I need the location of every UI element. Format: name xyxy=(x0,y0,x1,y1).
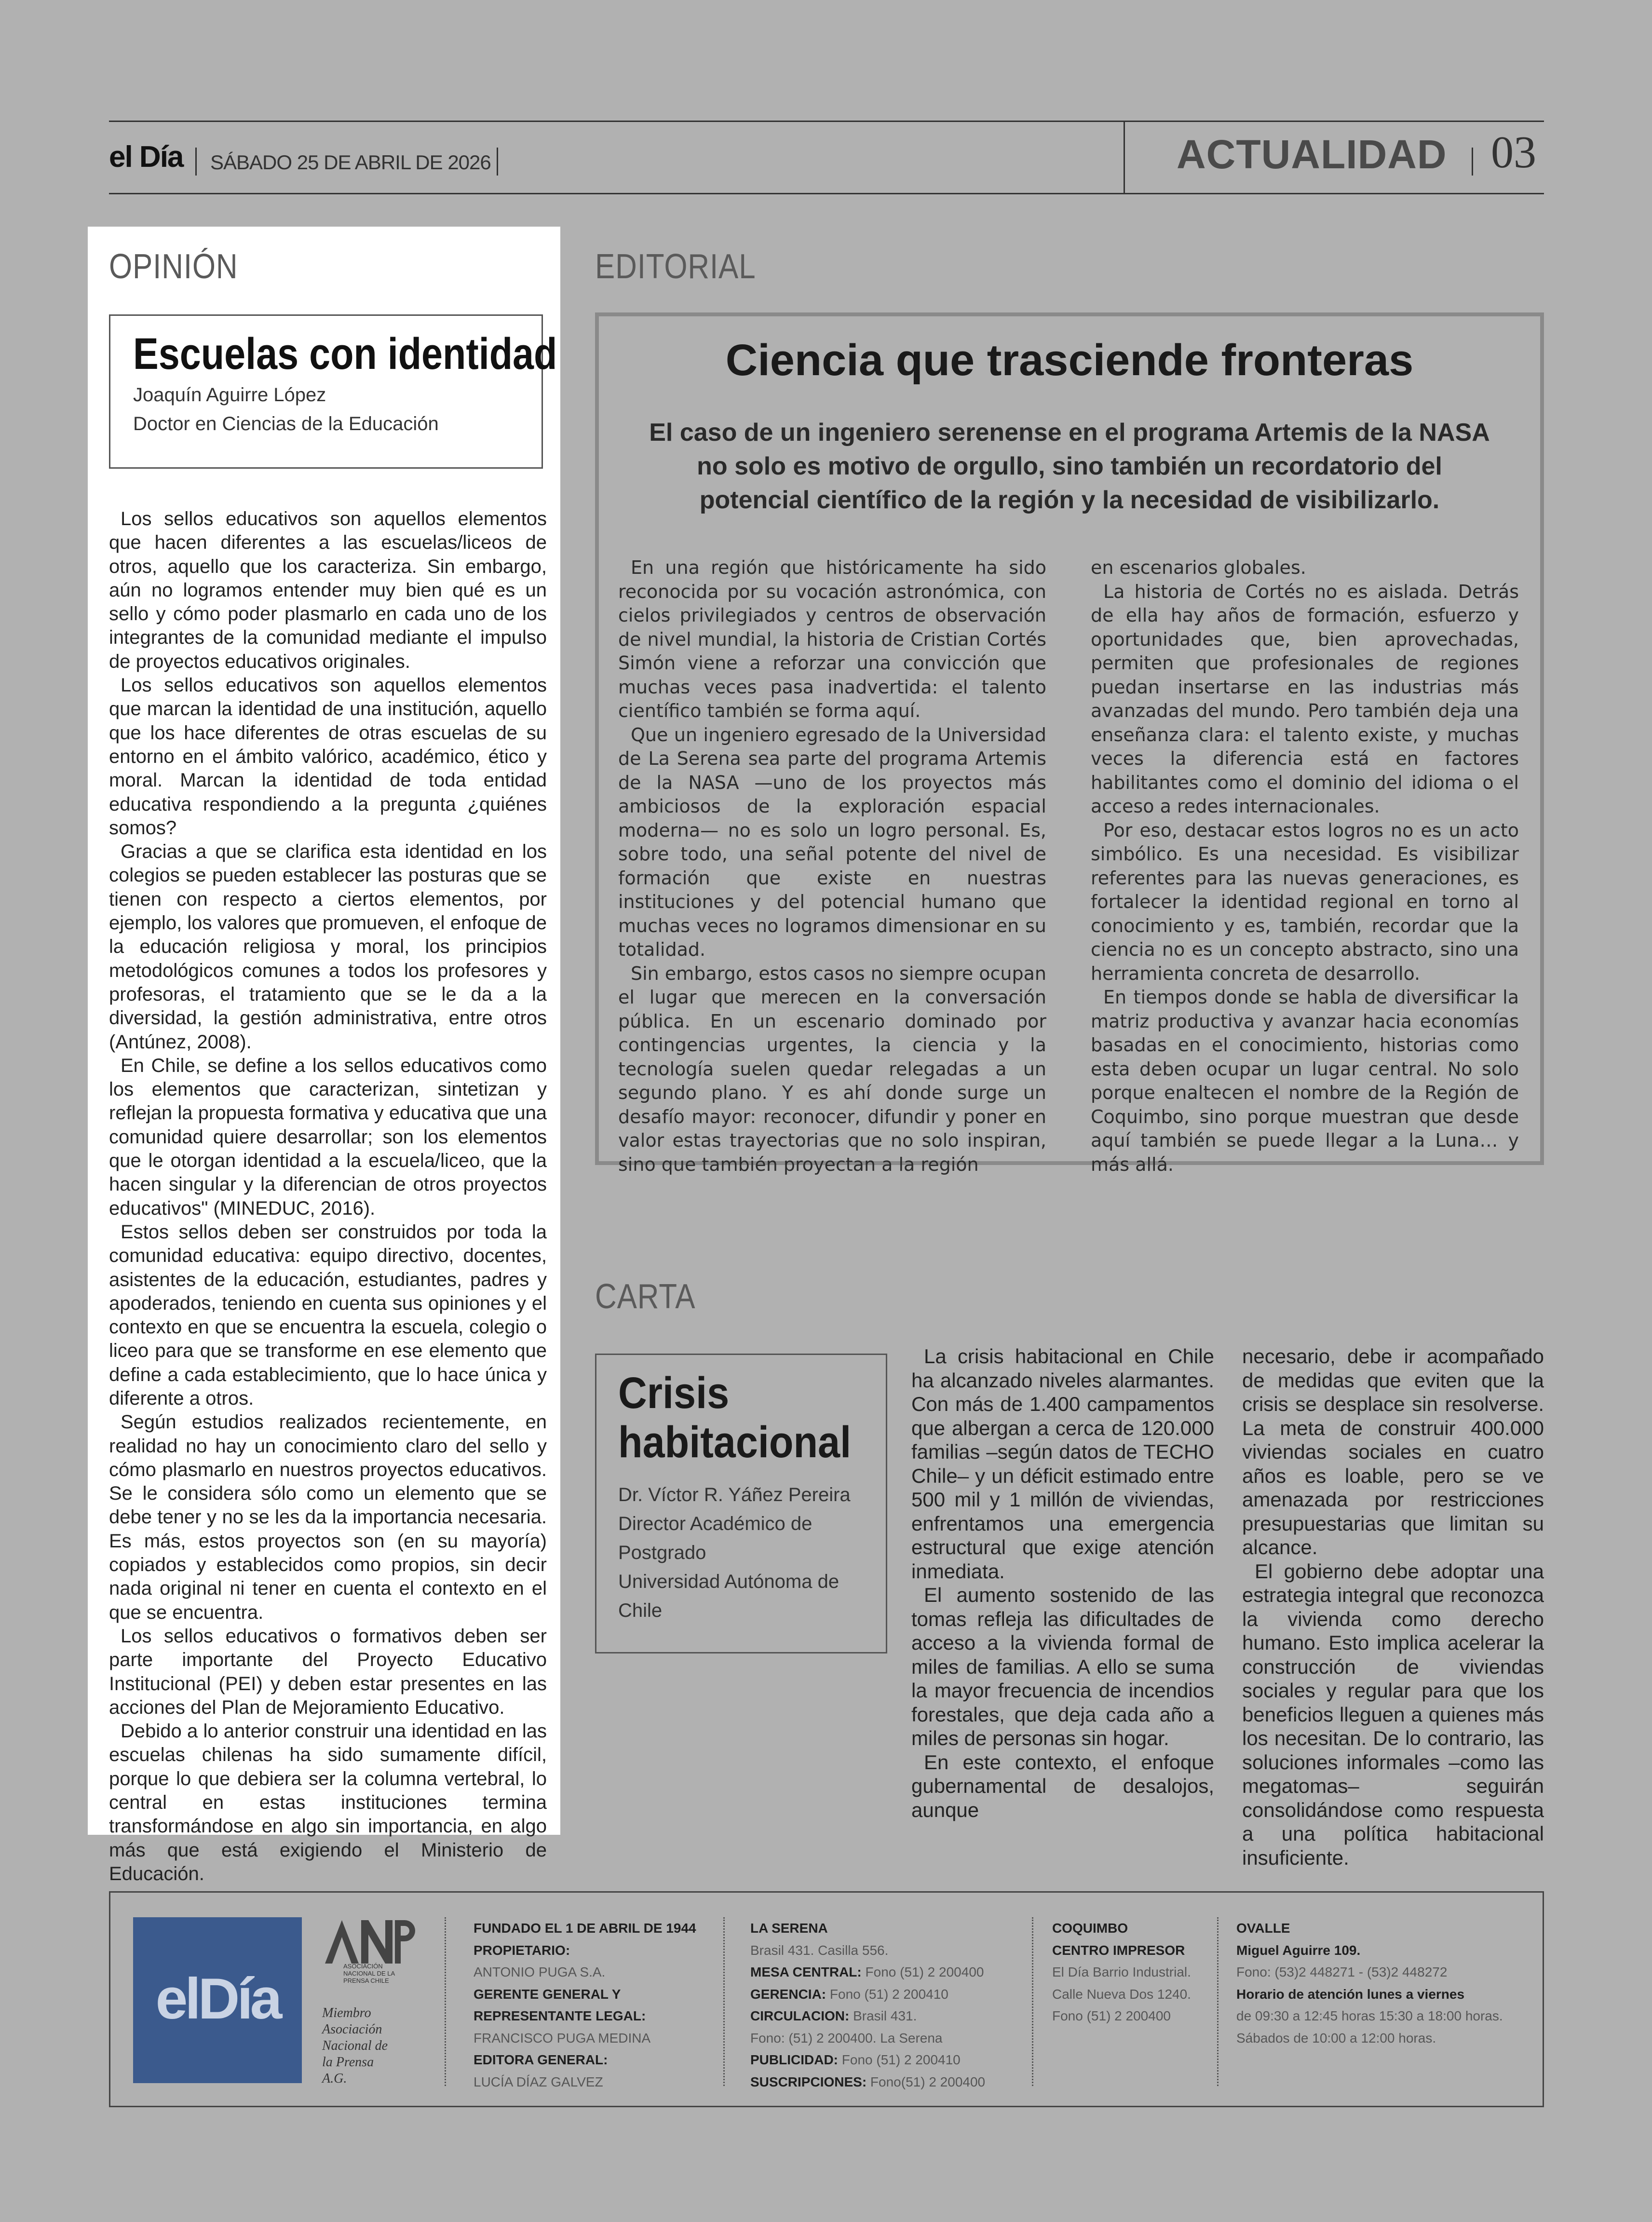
anp-logo-icon xyxy=(320,1915,417,1968)
footer-line xyxy=(750,1961,985,1983)
footer-divider xyxy=(1032,1917,1033,2086)
header-bottom-rule xyxy=(109,193,1544,194)
footer-line: FUNDADO EL 1 DE ABRIL DE 1944 xyxy=(474,1921,696,1936)
footer-value: Fono (51) 2 200410 xyxy=(826,1986,948,2002)
opinion-author: Joaquín Aguirre López xyxy=(133,384,326,406)
editorial-paragraph: La historia de Cortés no es aislada. Detrás de ella hay años de formación, esfuerzo y oportunidades que, bien aprovechadas, permiten que profesionales de regiones puedan insertarse en las industrias más avanzadas del mundo. Pero también deja una enseñanza clara: el talento existe, y muchas veces la diferencia está en factores habilitantes como el dominio del idioma o el acceso a redes internacionales. xyxy=(1091,581,1519,817)
opinion-paragraph: Debido a lo anterior construir una identidad en las escuelas chilenas ha sido sumamente difícil, porque lo que debiera ser la columna vertebral, lo central en estas instituciones termina transformándose en algo sin importancia, en algo más que está exigiendo el Ministerio de Educación. xyxy=(109,1721,547,1884)
letter-title: Crisis habitacional xyxy=(618,1368,852,1467)
footer-line: OVALLE xyxy=(1236,1921,1290,1936)
footer-coquimbo xyxy=(1052,1917,1191,2027)
letter-kicker: CARTA xyxy=(595,1277,696,1316)
letter-column-1 xyxy=(911,1344,1214,1822)
opinion-body xyxy=(109,507,547,1886)
editorial-paragraph: En tiempos donde se habla de diversificar la matriz productiva y avanzar hacia economías basadas en el conocimiento, historias como esta deben ocupar un lugar central. No solo porque enaltecen el nombre de la Región de Coquimbo, sino porque muestran que desde aquí también se puede llegar a la Luna… y más allá. xyxy=(1091,987,1519,1175)
footer-line xyxy=(750,2005,985,2027)
editorial-paragraph: En una región que históricamente ha sido reconocida por su vocación astronómica, con cielos privilegiados y centros de observación de nivel mundial, la historia de Cristian Cortés Simón viene a reforzar una convicción que muchas veces pasa inadvertida: el talento científico también se forma aquí. xyxy=(618,557,1046,721)
letter-paragraph: necesario, debe ir acompañado de medidas que eviten que la crisis se desplace sin resolverse. La meta de construir 400.000 viviendas sociales en cuatro años es loable, pero se ve amenazada por restricciones presupuestarias que limitan su alcance. xyxy=(1242,1345,1544,1558)
footer-label: PUBLICIDAD: xyxy=(750,2052,838,2067)
footer-line: Sábados de 10:00 a 12:00 horas. xyxy=(1236,2030,1436,2046)
footer-value: Fono(51) 2 200400 xyxy=(867,2074,986,2089)
footer-label: CIRCULACION: xyxy=(750,2008,850,2023)
editorial-column-2 xyxy=(1091,556,1519,1177)
footer-line xyxy=(750,1939,985,1962)
opinion-paragraph: Los sellos educativos son aquellos elementos que marcan la identidad de una institución, aquello que los hace diferentes de otras escuelas de su entorno en el ámbito valórico, académico, ético y moral. Marcan la identidad de toda entidad educativa respondiendo a la pregunta ¿quiénes somos? xyxy=(109,675,547,839)
opinion-paragraph: Gracias a que se clarifica esta identidad en los colegios se pueden establecer las posturas que se tienen con respecto a ciertos elementos, por ejemplo, los valores que promueven, el enfoque de la educación religiosa y moral, los principios metodológicos comunes a todos los profesores y profesoras, el tratamiento que se le da a la diversidad, la gestión administrativa, entre otros (Antúnez, 2008). xyxy=(109,841,547,1053)
footer-masthead xyxy=(474,1917,696,2093)
footer-value: Brasil 431. Casilla 556. xyxy=(750,1942,889,1958)
footer-la-serena xyxy=(750,1917,985,2093)
footer-label: GERENCIA: xyxy=(750,1986,826,2002)
opinion-paragraph: En Chile, se define a los sellos educativos como los elementos que caracterizan, sintetizan y reflejan la propuesta formativa y educativa que una comunidad quiere desarrollar; son los elementos que le otorgan identidad a la escuela/liceo, que la hacen singular y la diferencian de otros proyectos educativos" (MINEDUC, 2016). xyxy=(109,1055,547,1219)
footer-label: LA SERENA xyxy=(750,1921,828,1936)
editorial-paragraph: en escenarios globales. xyxy=(1091,557,1306,578)
page-number: 03 xyxy=(1491,127,1536,177)
footer-value: Fono (51) 2 200400 xyxy=(861,1965,984,1979)
footer-line xyxy=(750,1917,985,1939)
letter-paragraph: El aumento sostenido de las tomas refleja las dificultades de acceso a la vivienda formal de miles de familias. A ello se suma la mayor frecuencia de incendios forestales, que deja cada año a miles de personas sin hogar. xyxy=(911,1584,1214,1749)
footer-label: MESA CENTRAL: xyxy=(750,1965,862,1979)
footer-line: EDITORA GENERAL: xyxy=(474,2052,608,2067)
header-pipe xyxy=(195,148,197,176)
footer-line: de 09:30 a 12:45 horas 15:30 a 18:00 horas. xyxy=(1236,2008,1503,2023)
letter-signature xyxy=(618,1480,879,1625)
header-brand: el Día xyxy=(109,140,183,174)
footer-value: Fono (51) 2 200410 xyxy=(838,2052,961,2067)
footer-line: COQUIMBO xyxy=(1052,1921,1128,1936)
anp-member-text: Miembro Asociación Nacional de la Prensa A.G. xyxy=(322,2005,388,2086)
footer-line: Calle Nueva Dos 1240. xyxy=(1052,1986,1191,2002)
footer-line: GERENTE GENERAL Y xyxy=(474,1986,621,2002)
editorial-column-1 xyxy=(618,556,1046,1177)
footer-line: Fono (51) 2 200400 xyxy=(1052,2008,1171,2023)
footer-line: Horario de atención lunes a viernes xyxy=(1236,1986,1465,2002)
header-pipe xyxy=(1472,148,1473,176)
header-date: SÁBADO 25 DE ABRIL DE 2026 xyxy=(210,151,491,174)
opinion-author-role: Doctor en Ciencias de la Educación xyxy=(133,413,439,434)
footer-line xyxy=(750,2027,985,2049)
footer-line: Fono: (53)2 448271 - (53)2 448272 xyxy=(1236,1965,1448,1979)
footer-value: Fono: (51) 2 200400. La Serena xyxy=(750,2030,943,2046)
footer-ovalle xyxy=(1236,1917,1503,2049)
header-pipe xyxy=(497,148,498,176)
footer-line xyxy=(750,1983,985,2005)
footer-value: Brasil 431. xyxy=(849,2008,917,2023)
opinion-paragraph: Según estudios realizados recientemente, en realidad no hay un conocimiento claro del sello y cómo plasmarlo en nuestros proyectos educativos. Se le considera sólo como un elemento que se debe tener y no se les da la importancia necesaria. Es más, estos proyectos son (en su mayoría) copiados y establecidos como propios, sin decir nada original ni tener en cuenta el contexto en el que se encuentra. xyxy=(109,1411,547,1623)
footer-label: SUSCRIPCIONES: xyxy=(750,2074,867,2089)
opinion-paragraph: Los sellos educativos o formativos deben ser parte importante del Proyecto Educativo Institucional (PEI) y deben estar presentes en las acciones del Plan de Mejoramiento Educativo. xyxy=(109,1625,547,1718)
el-dia-logo xyxy=(133,1917,302,2083)
opinion-title: Escuelas con identidad xyxy=(133,329,557,379)
footer-line: FRANCISCO PUGA MEDINA xyxy=(474,2030,651,2046)
editorial-title: Ciencia que trasciende fronteras xyxy=(725,336,1414,385)
letter-column-2 xyxy=(1242,1344,1544,1870)
footer-line xyxy=(750,2049,985,2071)
letter-signature-line: Dr. Víctor R. Yáñez Pereira xyxy=(618,1484,851,1505)
footer-line: ANTONIO PUGA S.A. xyxy=(474,1965,606,1979)
editorial-paragraph: Que un ingeniero egresado de la Universidad de La Serena sea parte del programa Artemis de la NASA —uno de los proyectos más ambiciosos de la exploración espacial moderna— no es solo un logro personal. Es, sobre todo, una señal potente del nivel de formación que existe en nuestras instituciones y del potencial humano que muchas veces no logramos dimensionar en su totalidad. xyxy=(618,724,1046,960)
header-top-rule xyxy=(109,121,1544,122)
section-title: ACTUALIDAD xyxy=(1177,132,1447,177)
letter-signature-line: Universidad Autónoma de Chile xyxy=(618,1571,840,1621)
footer-line: Miguel Aguirre 109. xyxy=(1236,1942,1361,1958)
footer-line: LUCÍA DÍAZ GALVEZ xyxy=(474,2074,603,2089)
header-divider xyxy=(1124,121,1125,194)
opinion-paragraph: Los sellos educativos son aquellos elementos que hacen diferentes a las escuelas/liceos de otros, aquello que los caracteriza. Sin embargo, aún no logramos entender muy bien qué es un sello y cómo poder plasmarlo en cada uno de los integrantes de la comunidad mediante el impulso de proyectos educativos originales. xyxy=(109,508,547,672)
anp-caption: ASOCIACIÓN NACIONAL DE LA PRENSA CHILE xyxy=(343,1963,395,1984)
footer-divider xyxy=(1217,1917,1219,2086)
opinion-paragraph: Estos sellos deben ser construidos por toda la comunidad educativa: equipo directivo, docentes, asistentes de la educación, estudiantes, padres y apoderados, teniendo en cuenta sus opiniones y el contexto en que se encuentra la escuela, colegio o liceo para que se transforme en ese elemento que define a cada establecimiento, que lo hace única y diferente a otros. xyxy=(109,1221,547,1409)
editorial-kicker: EDITORIAL xyxy=(595,247,756,286)
footer-divider xyxy=(445,1917,446,2086)
editorial-paragraph: Sin embargo, estos casos no siempre ocupan el lugar que merecen en la conversación pública. En un escenario dominado por contingencias urgentes, la ciencia y la tecnología suelen quedar relegadas a un segundo plano. Y es ahí donde surge un desafío mayor: reconocer, difundir y poner en valor estas trayectorias que no solo inspiran, sino que también proyectan a la región xyxy=(618,962,1046,1175)
footer-line: CENTRO IMPRESOR xyxy=(1052,1942,1185,1958)
footer-line: PROPIETARIO: xyxy=(474,1942,570,1958)
footer-divider xyxy=(723,1917,725,2086)
footer-line: REPRESENTANTE LEGAL: xyxy=(474,2008,646,2023)
letter-signature-line: Director Académico de Postgrado xyxy=(618,1513,812,1563)
opinion-kicker: OPINIÓN xyxy=(109,247,238,286)
footer-line: El Día Barrio Industrial. xyxy=(1052,1965,1191,1979)
logo-wordmark: elDía xyxy=(155,1966,280,2031)
editorial-paragraph: Por eso, destacar estos logros no es un acto simbólico. Es una necesidad. Es visibilizar referentes para las nuevas generaciones, es fortalecer la identidad regional en torno al conocimiento y es, también, recordar que la ciencia no es un concepto abstracto, sino una herramienta concreta de desarrollo. xyxy=(1091,819,1519,984)
letter-paragraph: En este contexto, el enfoque gubernamental de desalojos, aunque xyxy=(911,1750,1214,1821)
letter-paragraph: El gobierno debe adoptar una estrategia integral que reconozca la vivienda como derecho humano. Esto implica acelerar la construcción de viviendas sociales y regular para que los beneficios lleguen a quienes más los necesitan. De lo contrario, las soluciones informales –como las megatomas– seguirán consolidándose como respuesta a una política habitacional insuficiente. xyxy=(1242,1559,1544,1869)
editorial-deck: El caso de un ingeniero serenense en el programa Artemis de la NASA no solo es motivo de orgullo, sino también un recordatorio del potencial científico de la región y la necesidad de visibilizarlo. xyxy=(649,419,1490,514)
footer-line xyxy=(750,2071,985,2093)
letter-paragraph: La crisis habitacional en Chile ha alcanzado niveles alarmantes. Con más de 1.400 campamentos que albergan a cerca de 120.000 familias –según datos de TECHO Chile– y un déficit estimado entre 500 mil y 1 millón de viviendas, enfrentamos una emergencia estructural que exige atención inmediata. xyxy=(911,1345,1214,1583)
